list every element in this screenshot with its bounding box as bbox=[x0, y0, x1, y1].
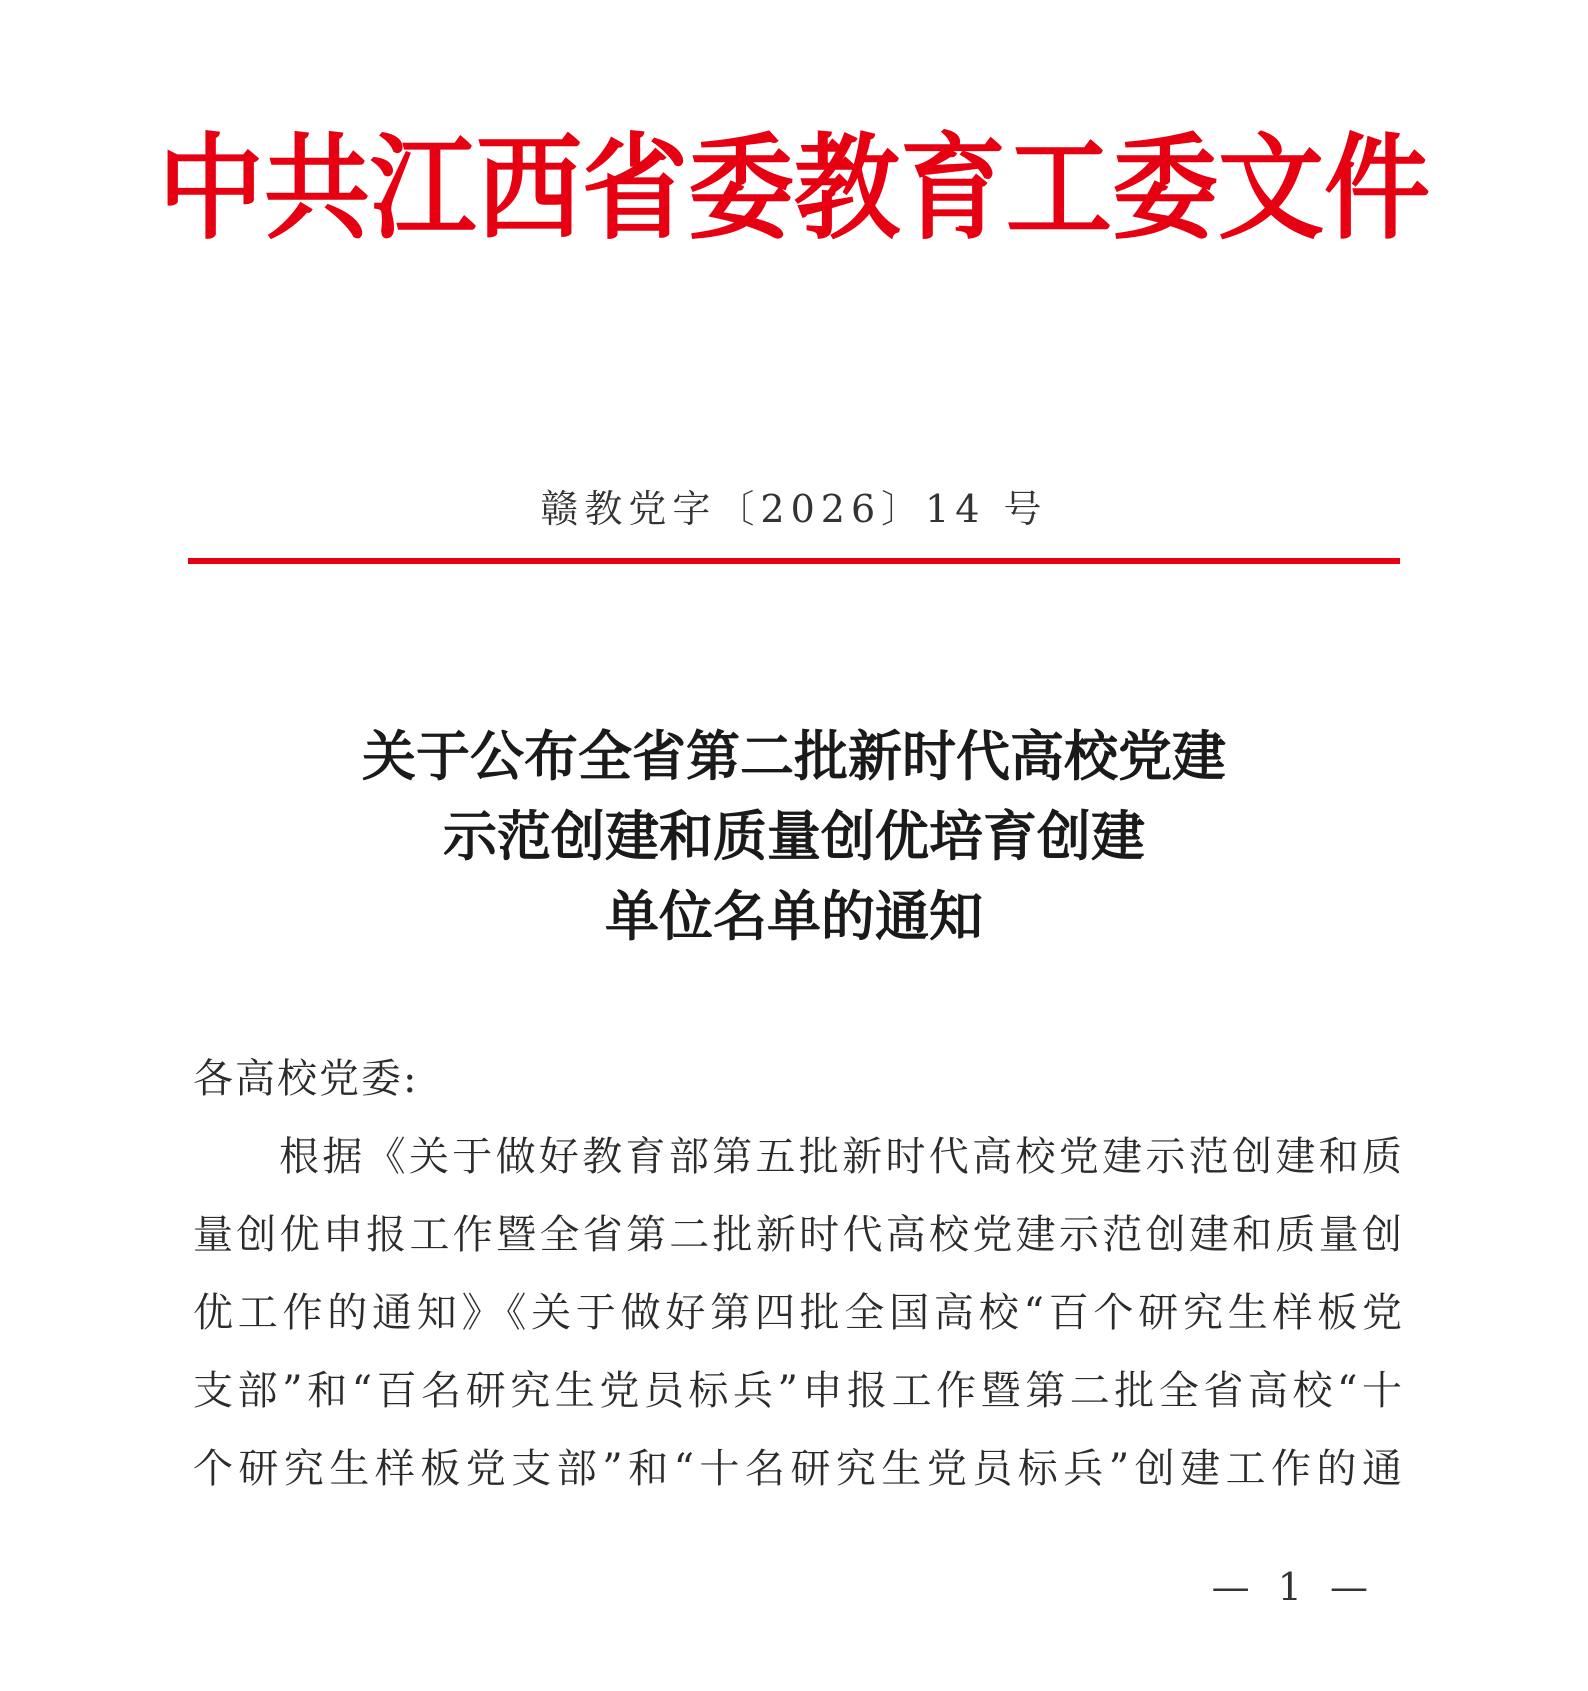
paragraph-line: 优工作的通知》《关于做好第四批全国高校“百个研究生样板党 bbox=[193, 1290, 1405, 1336]
paragraph-line: 量创优申报工作暨全省第二批新时代高校党建示范创建和质量创 bbox=[193, 1212, 1405, 1258]
page-number: — 1 — bbox=[1211, 1565, 1376, 1609]
red-divider-line bbox=[188, 558, 1400, 564]
document-title bbox=[0, 716, 1588, 956]
document-number: 赣教党字〔2026〕14 号 bbox=[540, 487, 1048, 531]
title-line: 单位名单的通知 bbox=[605, 884, 983, 948]
title-line: 关于公布全省第二批新时代高校党建 bbox=[362, 724, 1226, 788]
paragraph-line: 根据《关于做好教育部第五批新时代高校党建示范创建和质 bbox=[279, 1134, 1405, 1180]
paragraph-line: 个研究生样板党支部”和“十名研究生党员标兵”创建工作的通 bbox=[193, 1446, 1405, 1492]
paragraph-line: 支部”和“百名研究生党员标兵”申报工作暨第二批全省高校“十 bbox=[193, 1368, 1405, 1414]
issuing-organization-header: 中共江西省委教育工委文件 bbox=[158, 120, 1430, 256]
salutation: 各高校党委: bbox=[193, 1056, 419, 1102]
document-body bbox=[193, 1040, 1405, 1508]
title-line: 示范创建和质量创优培育创建 bbox=[443, 804, 1145, 868]
body-paragraph bbox=[193, 1118, 1405, 1508]
